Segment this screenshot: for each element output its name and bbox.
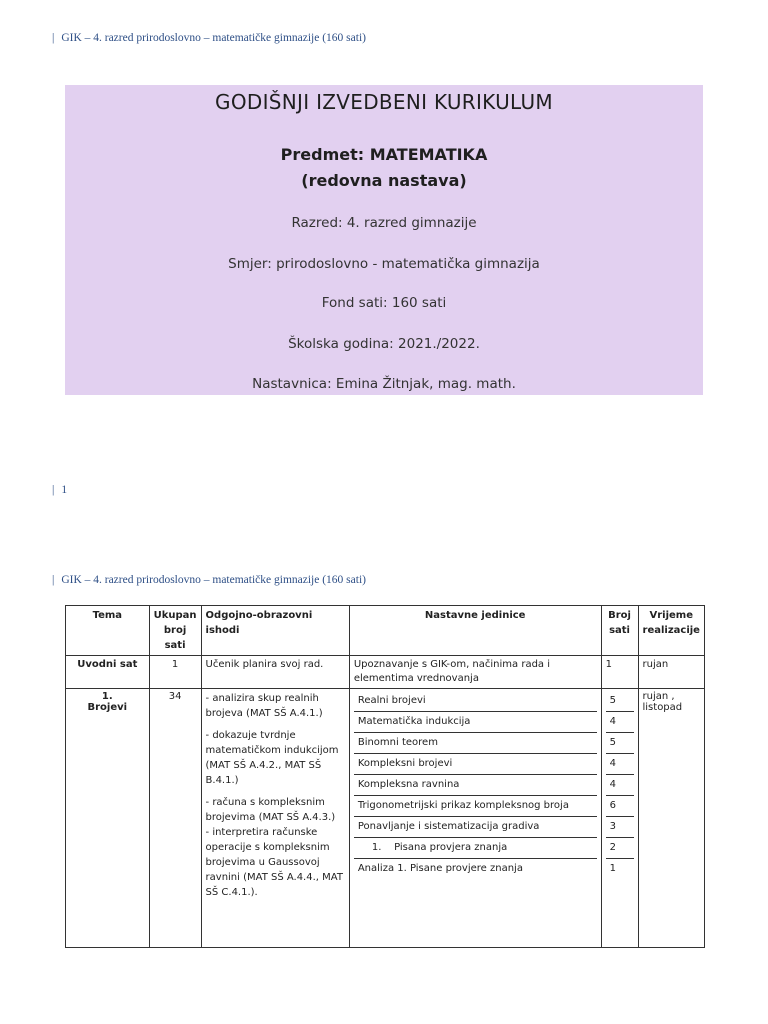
footer-bar: |: [52, 484, 55, 496]
header-jedinice: Nastavne jedinice: [349, 606, 601, 656]
page-header-text: GIK – 4. razred prirodoslovno – matematičke gimnazije (160 sati): [61, 574, 366, 586]
cell-sati: 1: [601, 656, 638, 689]
page-footer: [52, 484, 67, 496]
jedinica-item: 1. Pisana provjera znanja: [354, 838, 597, 859]
page-header-second: [52, 574, 366, 586]
page-header-text: GIK – 4. razred prirodoslovno – matematičke gimnazije (160 sati): [61, 32, 366, 44]
sati-item: 1: [609, 863, 616, 874]
header-ishodi: Odgojno-obrazovni ishodi: [201, 606, 349, 656]
page-header-top: [52, 32, 366, 44]
sati-item: 4: [606, 754, 634, 775]
header-bar: |: [52, 574, 55, 586]
jedinica-item: Binomni teorem: [354, 733, 597, 754]
cell-ishod: Učenik planira svoj rad.: [201, 656, 349, 689]
ishod-item: - interpretira računske operacije s kompleksnim brojevima u Gaussovoj ravnini (MAT SŠ A.4.4., MAT SŠ C.4.1.).: [205, 827, 343, 898]
jedinica-item: Realni brojevi: [354, 691, 597, 712]
cover-box: [65, 85, 703, 395]
fond-line: Fond sati: 160 sati: [321, 295, 447, 311]
sati-item: 5: [606, 733, 634, 754]
cell-ukupno: 34: [149, 689, 201, 948]
header-tema: Tema: [66, 606, 150, 656]
jedinica-item: Kompleksna ravnina: [354, 775, 597, 796]
header-broj-sati: Broj sati: [601, 606, 638, 656]
cell-ishodi: [201, 689, 349, 948]
header-vrijeme: Vrijeme realizacije: [638, 606, 705, 656]
cell-ukupno: 1: [149, 656, 201, 689]
sati-item: 4: [606, 712, 634, 733]
header-ukupan: Ukupan broj sati: [149, 606, 201, 656]
tema-name: Brojevi: [87, 702, 128, 713]
sati-item: 4: [606, 775, 634, 796]
cell-jedinice: [349, 689, 601, 948]
tema-number: 1.: [101, 691, 113, 702]
cell-jedinica: Upoznavanje s GIK-om, načinima rada i elementima vrednovanja: [349, 656, 601, 689]
sati-item: 2: [606, 838, 634, 859]
document-title: GODIŠNJI IZVEDBENI KURIKULUM: [215, 90, 553, 114]
teacher-line: Nastavnica: Emina Žitnjak, mag. math.: [252, 376, 516, 392]
ishod-item: - dokazuje tvrdnje matematičkom indukcijom (MAT SŠ A.4.2., MAT SŠ B.4.1.): [205, 730, 339, 786]
school-year-line: Školska godina: 2021./2022.: [288, 336, 480, 352]
jedinica-item: Analiza 1. Pisane provjere znanja: [357, 863, 523, 874]
jedinica-item: Matematička indukcija: [354, 712, 597, 733]
ishod-item: - analizira skup realnih brojeva (MAT SŠ A.4.1.): [205, 693, 323, 719]
subject-line: Predmet: MATEMATIKA: [280, 145, 488, 164]
jedinica-item: Kompleksni brojevi: [354, 754, 597, 775]
table-row: [66, 689, 705, 948]
cell-vrijeme: rujan , listopad: [638, 689, 705, 948]
sati-item: 6: [606, 796, 634, 817]
jedinica-item: Trigonometrijski prikaz kompleksnog broja: [354, 796, 597, 817]
subject-note: (redovna nastava): [301, 171, 467, 190]
cell-tema: Uvodni sat: [66, 656, 150, 689]
table-header-row: [66, 606, 705, 656]
page-number: 1: [61, 484, 68, 496]
cell-tema: [66, 689, 150, 948]
razred-line: Razred: 4. razred gimnazije: [291, 215, 477, 231]
jedinica-item: Ponavljanje i sistematizacija gradiva: [354, 817, 597, 838]
table-row: [66, 656, 705, 689]
ishod-item: - računa s kompleksnim brojevima (MAT SŠ A.4.3.): [205, 797, 336, 823]
header-bar: |: [52, 32, 55, 44]
sati-item: 3: [606, 817, 634, 838]
curriculum-table: [65, 605, 705, 948]
cell-vrijeme: rujan: [638, 656, 705, 689]
sati-item: 5: [606, 691, 634, 712]
smjer-line: Smjer: prirodoslovno - matematička gimnazija: [228, 256, 540, 272]
cell-broj-sati: [601, 689, 638, 948]
